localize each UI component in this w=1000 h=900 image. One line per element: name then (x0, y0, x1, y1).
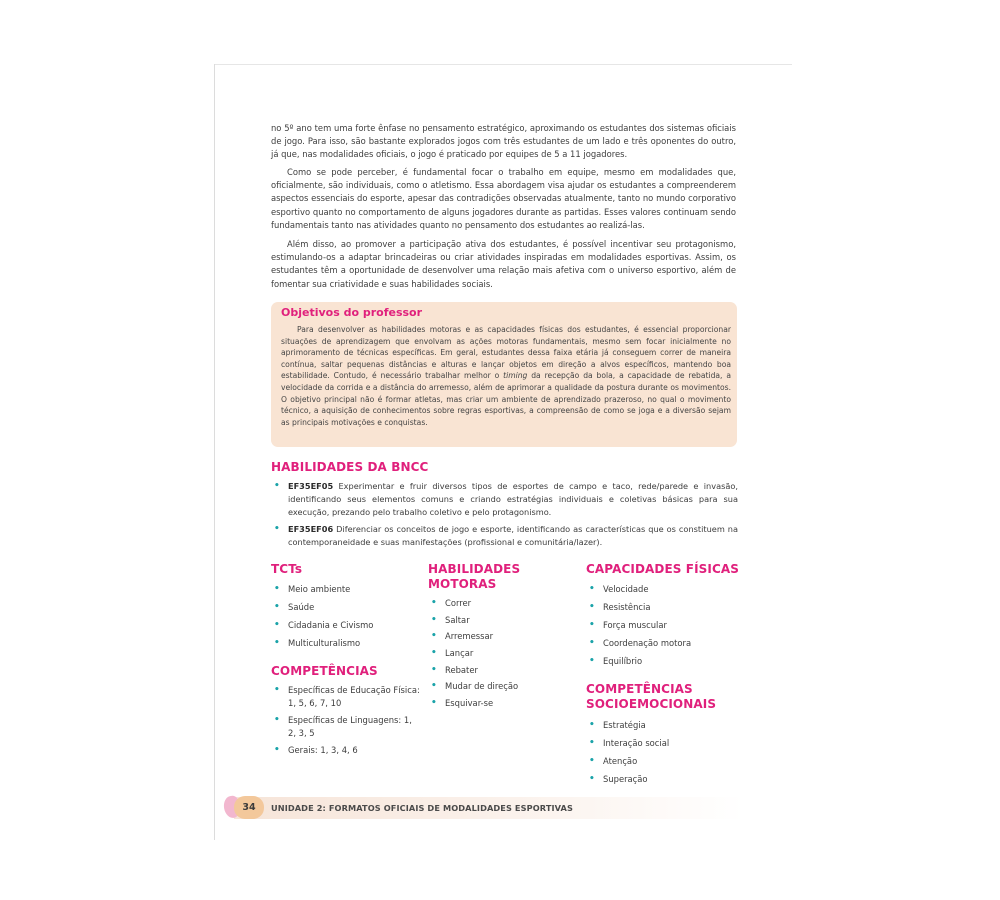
bullet-icon: • (431, 598, 437, 608)
competencias-socioemocionais-heading: COMPETÊNCIAS SOCIOEMOCIONAIS (586, 682, 717, 711)
list-item-label: Força muscular (603, 620, 667, 630)
list-item (586, 583, 736, 596)
bullet-icon: • (589, 774, 595, 784)
bullet-icon: • (274, 745, 280, 755)
list-item-label: Cidadania e Civismo (288, 620, 374, 630)
objectives-text (281, 324, 731, 428)
list-item (428, 614, 568, 627)
bullet-icon: • (431, 681, 437, 692)
paragraph-text: Além disso, ao promover a participação ativa dos estudantes, é possível incentivar seu protagonismo, estimulando-os a adaptar brincadeiras ou criar atividades inspiradas em modalidades esportivas. Assim, os estudantes têm a oportunidade de desenvolver uma relação mais afetiva com o universo esportivo, além de fomentar sua criatividade e suas habilidades sociais. (271, 239, 736, 289)
list-item (586, 637, 736, 650)
competencias-socioemocionais-list (586, 719, 736, 791)
list-item (271, 744, 421, 757)
bncc-item (271, 523, 738, 549)
list-item (586, 655, 736, 668)
teacher-objectives-box (271, 302, 737, 447)
list-item-label: Estratégia (603, 720, 646, 730)
bullet-icon: • (274, 602, 280, 612)
bullet-icon: • (431, 664, 437, 675)
bullet-icon: • (274, 715, 280, 725)
list-item (428, 647, 568, 660)
list-item-label: Resistência (603, 602, 651, 612)
bullet-icon: • (589, 738, 595, 748)
list-item (428, 597, 568, 610)
bullet-icon: • (274, 524, 280, 534)
list-item (271, 637, 421, 650)
objectives-italic-term: timing (503, 371, 528, 381)
competencias-list (271, 684, 421, 761)
list-item (271, 601, 421, 614)
list-item-label: Esquivar-se (445, 698, 494, 709)
paragraph-text: Como se pode perceber, é fundamental focar o trabalho em equipe, mesmo em modalidades que, oficialmente, são individuais, como o atletismo. Essa abordagem visa ajudar os estudantes a compreenderem aspectos essenciais do esporte, apesar das contradições observadas atualmente, tanto no mundo corporativo esportivo quanto no comportamento de alguns jogadores durante as partidas. Esses valores continuam sendo fundamentais tanto nas atividades quanto no pensamento dos estudantes ao realizá-las. (271, 167, 736, 230)
bullet-icon: • (589, 756, 595, 766)
habilidades-motoras-list (428, 597, 568, 714)
page-left-border (214, 64, 215, 840)
paragraph-text: no 5º ano tem uma forte ênfase no pensamento estratégico, aproximando os estudantes dos sistemas oficiais de jogo. Para isso, são bastante explorados jogos com três estudantes de um lado e três oponentes do outro, já que, nas modalidades oficiais, o jogo é praticado por equipes de 5 a 11 jogadores. (271, 123, 736, 160)
bullet-icon: • (274, 685, 280, 695)
list-item-label: Coordenação motora (603, 638, 692, 648)
body-paragraph-1 (271, 122, 736, 162)
bullet-icon: • (589, 602, 595, 612)
list-item-label: Velocidade (603, 584, 649, 594)
list-item-label: Multiculturalismo (288, 638, 361, 648)
list-item (586, 601, 736, 614)
objectives-text-part-2: da recepção da bola, a capacidade de rebatida, a velocidade da corrida e a distância do arremesso, além de aprimorar a qualidade da postura durante os movimentos. O objetivo principal não é formar atletas, mas criar um ambiente de aprendizado prazeroso, no qual o movimento técnico, a aquisição de conhecimentos sobre regras esportivas, a compreensão de como se joga e a diversão sejam as principais motivações e conquistas. (281, 371, 731, 427)
bullet-icon: • (589, 720, 595, 730)
bullet-icon: • (431, 614, 437, 625)
list-item-label: Equilíbrio (603, 656, 643, 666)
bncc-heading: HABILIDADES DA BNCC (271, 460, 429, 474)
list-item-label: Atenção (603, 756, 638, 766)
competencias-heading: COMPETÊNCIAS (271, 664, 378, 678)
capacidades-fisicas-heading: CAPACIDADES FÍSICAS (586, 562, 739, 576)
bncc-description: Experimentar e fruir diversos tipos de esportes de campo e taco, rede/parede e invasão, identificando seus elementos comuns e criando estratégias individuais e coletivas básicas para sua execução, prezando pelo trabalho coletivo e pelo protagonismo. (288, 481, 738, 517)
body-paragraph-2 (271, 166, 736, 232)
list-item-label: Mudar de direção (445, 681, 519, 692)
bullet-icon: • (431, 631, 437, 642)
bncc-item (271, 480, 738, 519)
list-item (271, 619, 421, 632)
bullet-icon: • (274, 638, 280, 648)
body-paragraph-3 (271, 238, 736, 291)
list-item-label: Rebater (445, 664, 478, 675)
bullet-icon: • (589, 584, 595, 594)
bullet-icon: • (589, 620, 595, 630)
unit-label: UNIDADE 2: FORMATOS OFICIAIS DE MODALIDADES ESPORTIVAS (271, 803, 573, 813)
list-item (428, 697, 568, 710)
bullet-icon: • (274, 584, 280, 594)
list-item (271, 583, 421, 596)
bullet-icon: • (431, 648, 437, 659)
list-item-label: Correr (445, 598, 472, 608)
list-item-label: Superação (603, 774, 648, 784)
list-item (586, 737, 736, 750)
list-item-label: Saltar (445, 614, 470, 625)
habilidades-motoras-heading: HABILIDADES MOTORAS (428, 562, 521, 591)
bncc-description: Diferenciar os conceitos de jogo e esporte, identificando as características que os constituem na contemporaneidade e suas manifestações (profissional e comunitária/lazer). (288, 524, 738, 547)
bullet-icon: • (589, 638, 595, 648)
list-item-label: Específicas de Educação Física: 1, 5, 6, 7, 10 (288, 685, 420, 708)
list-item (271, 714, 421, 740)
objectives-text-part-1: Para desenvolver as habilidades motoras e as capacidades físicas dos estudantes, é essencial proporcionar situações de aprendizagem que envolvam as ações motoras fundamentais, mesmo sem focar inicialmente no aprimoramento de técnicas específicas. Em geral, estudantes dessa faixa etária já conseguem correr de maneira contínua, saltar pequenas distâncias e alturas e lançar objetos em direção a alvos específicos, mantendo boa estabilidade. Contudo, é necessário trabalhar melhor o (281, 325, 731, 381)
capacidades-fisicas-list (586, 583, 736, 673)
bncc-code: EF35EF06 (288, 524, 334, 534)
list-item-label: Específicas de Linguagens: 1, 2, 3, 5 (288, 715, 412, 738)
list-item (271, 684, 421, 710)
bullet-icon: • (431, 698, 437, 709)
bullet-icon: • (274, 481, 280, 491)
bncc-list (271, 480, 738, 553)
list-item (586, 755, 736, 768)
list-item (586, 619, 736, 632)
list-item (586, 773, 736, 786)
objectives-title: Objetivos do professor (281, 306, 423, 319)
tcts-heading: TCTs (271, 562, 303, 576)
list-item-label: Lançar (445, 648, 474, 659)
list-item-label: Gerais: 1, 3, 4, 6 (288, 745, 358, 755)
list-item (586, 719, 736, 732)
list-item (428, 664, 568, 677)
page-number: 34 (234, 796, 264, 819)
list-item (428, 680, 568, 693)
bullet-icon: • (274, 620, 280, 630)
list-item (428, 630, 568, 643)
list-item-label: Meio ambiente (288, 584, 351, 594)
tcts-list (271, 583, 421, 655)
bullet-icon: • (589, 656, 595, 666)
list-item-label: Saúde (288, 602, 315, 612)
list-item-label: Arremessar (445, 631, 494, 642)
page-top-border (214, 64, 792, 65)
bncc-code: EF35EF05 (288, 481, 334, 491)
list-item-label: Interação social (603, 738, 670, 748)
